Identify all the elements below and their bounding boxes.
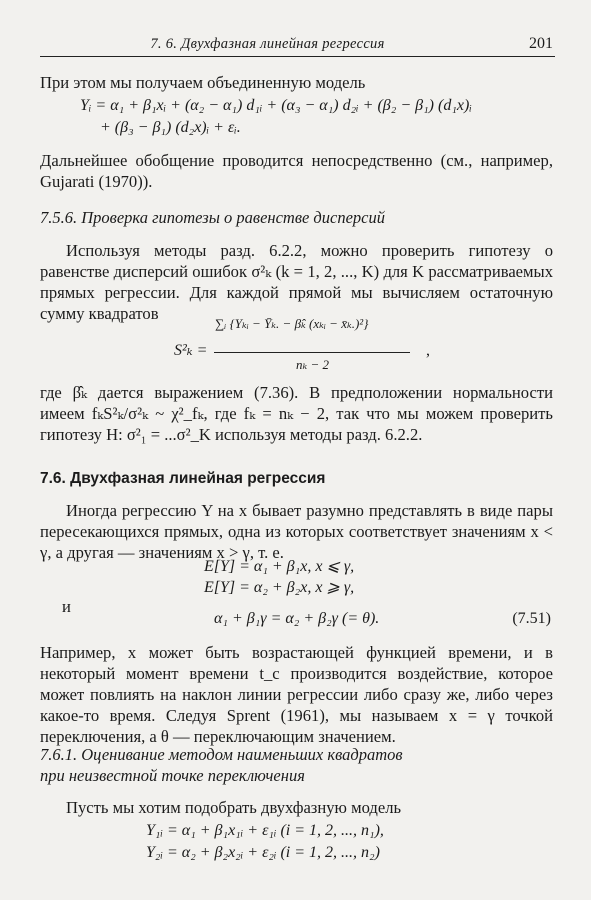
section-heading-7-6: 7.6. Двухфазная линейная регрессия xyxy=(40,470,326,487)
section-heading-7-5-6: 7.5.6. Проверка гипотезы о равенстве дисперсий xyxy=(40,208,385,227)
equation-residual-numerator: ∑ᵢ {Yₖᵢ − Ȳₖ. − β̂ₖ (xₖᵢ − x̄ₖ.)²} xyxy=(215,316,369,331)
paragraph-combined-model: При этом мы получаем объединенную модель xyxy=(40,73,366,92)
page-number: 201 xyxy=(529,35,553,52)
running-title: 7. 6. Двухфазная линейная регрессия xyxy=(150,36,385,52)
fraction-bar xyxy=(214,352,410,353)
section-heading-7-6-1-line2: при неизвестной точке переключения xyxy=(40,766,305,785)
paragraph-normality: где β̂ₖ дается выражением (7.36). В предположении нормальности имеем fₖS²ₖ/σ²ₖ ~ χ²_fₖ, где fₖ = nₖ − 2, так что мы можем проверить гипотезу H: σ²₁ = ...σ²_K используя методы разд. 6.2.2. xyxy=(40,383,553,444)
section-heading-7-6-1-line1: 7.6.1. Оценивание методом наименьших квадратов xyxy=(40,745,403,764)
equation-two-phase-line1: Y₁ᵢ = α₁ + β₁x₁ᵢ + ε₁ᵢ (i = 1, 2, ..., n₁), xyxy=(146,822,384,839)
equation-residual-lhs: S²ₖ = xyxy=(174,342,208,359)
equation-combined-model-line1: Yᵢ = α₁ + β₁xᵢ + (α₂ − α₁) d₁ᵢ + (α₃ − α₁) d₂ᵢ + (β₂ − β₁) (d₁x)ᵢ xyxy=(80,97,472,114)
paragraph-generalization: Дальнейшее обобщение проводится непосредственно (см., например, Gujarati (1970)). xyxy=(40,151,553,191)
equation-phase-one: E[Y] = α₁ + β₁x, x ⩽ γ, xyxy=(204,558,355,575)
paragraph-variance-test: Используя методы разд. 6.2.2, можно проверить гипотезу о равенстве дисперсий ошибок σ²ₖ (k = 1, 2, ..., K) для K рассматриваемых прямых регрессии. Для каждой прямой мы вычисляем остаточную сумму квадратов xyxy=(40,241,553,323)
equation-two-phase-line2: Y₂ᵢ = α₂ + β₂x₂ᵢ + ε₂ᵢ (i = 1, 2, ..., n₂) xyxy=(146,844,380,861)
equation-combined-model-line2: + (β₃ − β₁) (d₂x)ᵢ + εᵢ. xyxy=(100,119,241,136)
running-header xyxy=(40,36,555,57)
equation-residual-comma: , xyxy=(426,342,430,359)
conjunction-and: и xyxy=(62,597,71,616)
equation-continuity: α₁ + β₁γ = α₂ + β₂γ (= θ). xyxy=(214,610,380,627)
paragraph-switch-point: Например, x может быть возрастающей функцией времени, и в некоторый момент времени t_c производится воздействие, которое может повлиять на наклон линии регрессии либо сразу же, либо через какое-то время. Следуя Sprent (1961), мы называем x = γ точкой переключения, а θ — переключающим значением. xyxy=(40,643,553,746)
equation-residual-denominator: nₖ − 2 xyxy=(296,357,330,372)
paragraph-two-phase-intro: Иногда регрессию Y на x бывает разумно представлять в виде пары пересекающихся прямых, одна из которых соответствует значениям x < γ, а другая — значениям x > γ, т. е. xyxy=(40,501,553,562)
equation-phase-two: E[Y] = α₂ + β₂x, x ⩾ γ, xyxy=(204,579,355,596)
equation-number-7-51: (7.51) xyxy=(512,610,551,627)
paragraph-fit-model: Пусть мы хотим подобрать двухфазную модель xyxy=(66,798,402,817)
